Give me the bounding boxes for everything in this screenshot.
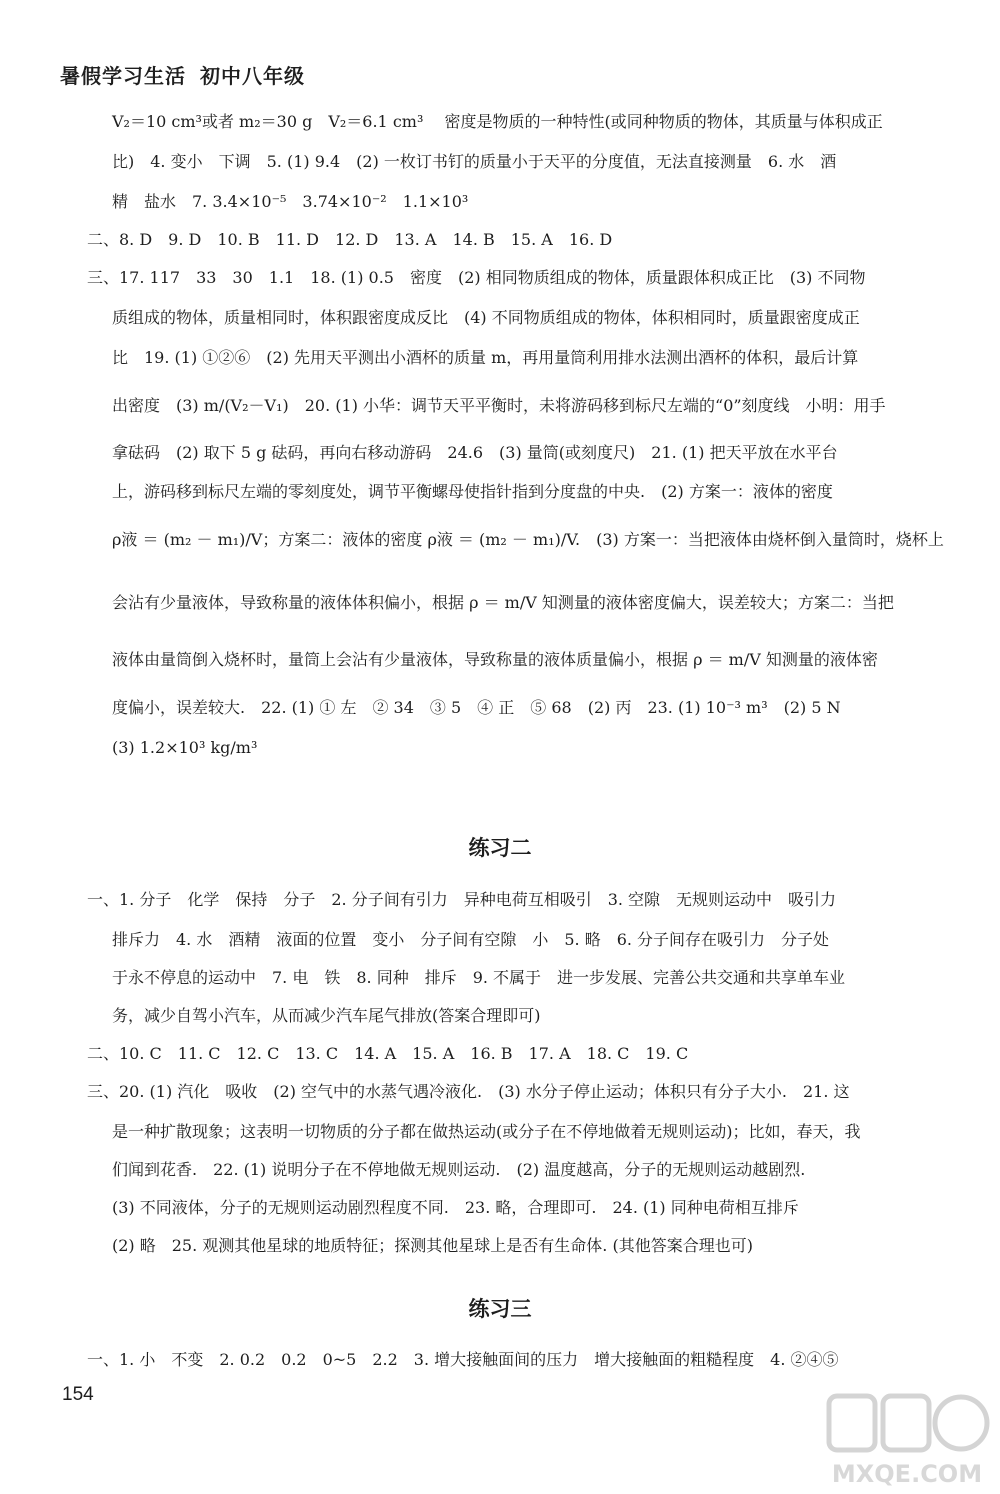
watermark-logo-graphic [825, 1392, 990, 1488]
answer-line: V₂＝10 cm³或者 m₂＝30 g V₂＝6.1 cm³ 密度是物质的一种特性(或同种物质的物体，其质量与体积成正 [112, 112, 883, 131]
svg-text:MXQE.COM: MXQE.COM [831, 1460, 983, 1488]
answer-line: ρ液 ＝ (m₂ － m₁)/V；方案二：液体的密度 ρ液 ＝ (m₂ － m₁)/V. (3) 方案一：当把液体由烧杯倒入量筒时，烧杯上 [112, 530, 944, 549]
answer-line: 精 盐水 7. 3.4×10⁻⁵ 3.74×10⁻² 1.1×10³ [112, 192, 469, 211]
answer-line: 三、20. (1) 汽化 吸收 (2) 空气中的水蒸气遇冷液化. (3) 水分子停止运动；体积只有分子大小. 21. 这 [87, 1082, 850, 1101]
watermark-logo [825, 1392, 990, 1488]
answer-line: 会沾有少量液体，导致称量的液体体积偏小，根据 ρ ＝ m/V 知测量的液体密度偏大，误差较大；方案二：当把 [112, 593, 894, 612]
answer-line: 务，减少自驾小汽车，从而减少汽车尾气排放(答案合理即可) [112, 1006, 541, 1025]
answer-line: 排斥力 4. 水 酒精 液面的位置 变小 分子间有空隙 小 5. 略 6. 分子间存在吸引力 分子处 [112, 930, 830, 949]
answer-line: 比) 4. 变小 下调 5. (1) 9.4 (2) 一枚订书钉的质量小于天平的分度值，无法直接测量 6. 水 酒 [112, 152, 837, 171]
answer-line: 们闻到花香. 22. (1) 说明分子在不停地做无规则运动. (2) 温度越高，分子的无规则运动越剧烈. [112, 1160, 806, 1179]
answer-line: 二、8. D 9. D 10. B 11. D 12. D 13. A 14. B 15. A 16. D [87, 230, 613, 249]
answer-line: 拿砝码 (2) 取下 5 g 砝码，再向右移动游码 24.6 (3) 量筒(或刻度尺) 21. (1) 把天平放在水平台 [112, 443, 838, 462]
answer-line: 出密度 (3) m/(V₂－V₁) 20. (1) 小华：调节天平平衡时，未将游码移到标尺左端的“0”刻度线 小明：用手 [112, 396, 886, 415]
answer-line: 液体由量筒倒入烧杯时，量筒上会沾有少量液体，导致称量的液体质量偏小，根据 ρ ＝ m/V 知测量的液体密 [112, 650, 878, 669]
page-number: 154 [62, 1384, 94, 1405]
grade-label: 初中八年级 [200, 64, 305, 88]
answer-line: 度偏小，误差较大. 22. (1) ① 左 ② 34 ③ 5 ④ 正 ⑤ 68 (2) 丙 23. (1) 10⁻³ m³ (2) 5 N [112, 698, 841, 717]
answer-line: (3) 1.2×10³ kg/m³ [112, 738, 258, 757]
answer-line: 比 19. (1) ①②⑥ (2) 先用天平测出小酒杯的质量 m，再用量筒利用排水法测出酒杯的体积，最后计算 [112, 348, 859, 367]
section-title: 练习三 [468, 1297, 532, 1321]
answer-line: 三、17. 117 33 30 1.1 18. (1) 0.5 密度 (2) 相同物质组成的物体，质量跟体积成正比 (3) 不同物 [87, 268, 866, 287]
section-title: 练习二 [468, 836, 532, 860]
answer-line: 是一种扩散现象；这表明一切物质的分子都在做热运动(或分子在不停地做着无规则运动)；比如，春天，我 [112, 1122, 861, 1141]
answer-line: 质组成的物体，质量相同时，体积跟密度成反比 (4) 不同物质组成的物体，体积相同时，质量跟密度成正 [112, 308, 860, 327]
book-title: 暑假学习生活 [60, 64, 186, 88]
answer-line: 二、10. C 11. C 12. C 13. C 14. A 15. A 16. B 17. A 18. C 19. C [87, 1044, 689, 1063]
answer-line: 于永不停息的运动中 7. 电 铁 8. 同种 排斥 9. 不属于 进一步发展、完善公共交通和共享单车业 [112, 968, 846, 987]
answer-line: (2) 略 25. 观测其他星球的地质特征；探测其他星球上是否有生命体. (其他答案合理也可) [112, 1236, 753, 1255]
running-header [60, 60, 305, 89]
answer-line: (3) 不同液体，分子的无规则运动剧烈程度不同. 23. 略，合理即可. 24. (1) 同种电荷相互排斥 [112, 1198, 799, 1217]
answer-line: 一、1. 分子 化学 保持 分子 2. 分子间有引力 异种电荷互相吸引 3. 空隙 无规则运动中 吸引力 [87, 890, 837, 909]
answer-line: 一、1. 小 不变 2. 0.2 0.2 0~5 2.2 3. 增大接触面间的压力 增大接触面的粗糙程度 4. ②④⑤ [87, 1350, 839, 1369]
answer-line: 上，游码移到标尺左端的零刻度处，调节平衡螺母使指针指到分度盘的中央. (2) 方案一：液体的密度 [112, 482, 833, 501]
